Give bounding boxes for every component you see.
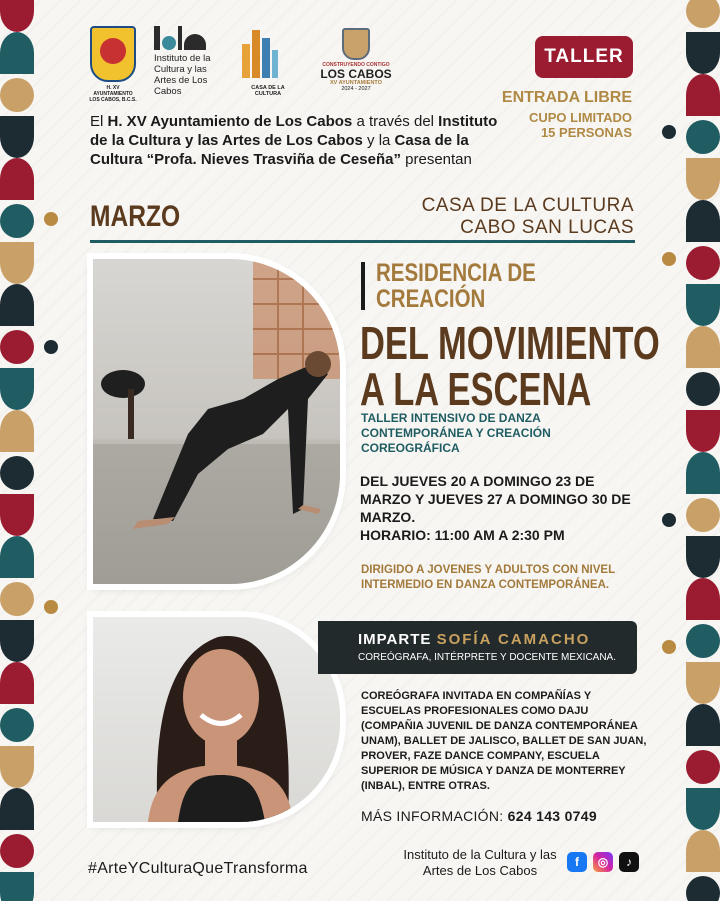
instructor-role: COREÓGRAFA, INTÉRPRETE Y DOCENTE MEXICANA. (358, 652, 617, 663)
pattern-shape (686, 788, 720, 830)
decor-dot (662, 252, 676, 266)
pattern-shape (686, 0, 720, 28)
casa-cultura-icon (238, 26, 282, 80)
pattern-shape (686, 704, 720, 746)
pattern-shape (0, 708, 34, 742)
instructor-bio: COREÓGRAFA INVITADA EN COMPAÑÍAS Y ESCUELAS PROFESIONALES COMO DAJU (COMPAÑIA JUVENIL DE DANZA CONTEMPORÁNEA UNAM), BALLET DE JALISCO, BALLET DE SAN JUAN, PROVER, FAZE DANCE COMPANY, ESCUELA SUPERIOR DE MÚSICA Y DANZA DE MONTERREY (INBAL), ENTRE OTRAS. (361, 690, 647, 792)
pattern-shape (686, 498, 720, 532)
pattern-shape (686, 410, 720, 452)
pattern-shape (0, 582, 34, 616)
venue-line1: CASA DE LA CULTURA (421, 195, 634, 216)
pattern-shape (0, 834, 34, 868)
title-line1: DEL MOVIMIENTO (360, 317, 660, 369)
casa-cultura-logo (238, 26, 298, 102)
xv-label: XV AYUNTAMIENTO (330, 80, 382, 86)
pattern-shape (686, 200, 720, 242)
pattern-shape (0, 116, 34, 158)
dancer-photo (93, 259, 340, 584)
pattern-shape (686, 284, 720, 326)
pattern-shape (686, 452, 720, 494)
instructor-heading (358, 631, 637, 648)
instituto-logo (154, 26, 224, 106)
casa-cultura-label: CASA DE LA CULTURA (251, 85, 285, 97)
pattern-shape (686, 326, 720, 368)
pattern-shape (0, 536, 34, 578)
residencia-line2: CREACIÓN (376, 285, 486, 313)
logo-strip (88, 26, 408, 106)
decor-dot (44, 212, 58, 226)
intro-part: y la (362, 132, 395, 149)
pattern-shape (686, 32, 720, 74)
taller-badge: TALLER (535, 36, 633, 78)
instructor-name: SOFÍA CAMACHO (436, 631, 591, 648)
decor-dot (44, 600, 58, 614)
decor-dot (662, 640, 676, 654)
social-links (567, 852, 639, 872)
tiktok-icon[interactable]: ♪ (619, 852, 639, 872)
divider (90, 240, 635, 243)
pattern-shape (0, 0, 34, 32)
pattern-shape (686, 830, 720, 872)
pattern-shape (686, 158, 720, 200)
los-cabos-label: LOS CABOS (320, 67, 392, 81)
crest-icon (342, 28, 370, 60)
contact-info (361, 808, 597, 824)
intro-part: a través del (352, 113, 439, 130)
instagram-icon[interactable]: ◎ (593, 852, 613, 872)
pattern-shape (686, 624, 720, 658)
entrada-libre: ENTRADA LIBRE (501, 89, 632, 106)
pattern-shape (0, 410, 34, 452)
ayuntamiento-logo (88, 26, 138, 103)
pattern-shape (0, 494, 34, 536)
residencia-heading (376, 260, 536, 312)
decor-dot (44, 340, 58, 354)
pattern-shape (0, 746, 34, 788)
event-title (360, 317, 660, 415)
pattern-shape (686, 372, 720, 406)
imparte-label: IMPARTE (358, 631, 432, 648)
decor-dot (662, 125, 676, 139)
pattern-shape (0, 330, 34, 364)
contact-phone: 624 143 0749 (507, 808, 597, 824)
pattern-shape (686, 750, 720, 784)
event-subtitle: TALLER INTENSIVO DE DANZA CONTEMPORÁNEA Y CREACIÓN COREOGRÁFICA (361, 411, 551, 455)
cupo-line: CUPO LIMITADO (528, 110, 632, 125)
pattern-shape (0, 284, 34, 326)
intro-bold: Instituto de la Cultura y las Artes de Los Cabos (90, 113, 498, 149)
month-label: MARZO (90, 200, 181, 233)
pattern-shape (686, 246, 720, 280)
intro-bold: Casa de la Cultura “Profa. Nieves Trasviña de Ceseña” (90, 132, 469, 168)
pattern-shape (0, 620, 34, 662)
pattern-shape (0, 242, 34, 284)
pattern-shape (686, 120, 720, 154)
personas-line: 15 PERSONAS (540, 125, 632, 140)
right-pattern (686, 0, 720, 901)
pattern-shape (686, 74, 720, 116)
years-label: 2024 - 2027 (341, 86, 371, 92)
contact-label: MÁS INFORMACIÓN: (361, 808, 504, 824)
pattern-shape (686, 876, 720, 901)
intro-bold: H. XV Ayuntamiento de Los Cabos (107, 113, 353, 130)
instructor-photo (93, 617, 340, 822)
pattern-shape (0, 662, 34, 704)
audience-text: DIRIGIDO A JOVENES Y ADULTOS CON NIVEL INTERMEDIO EN DANZA CONTEMPORÁNEA. (361, 564, 615, 591)
left-pattern (0, 0, 34, 901)
accent-bar (361, 262, 365, 310)
facebook-icon[interactable]: f (567, 852, 587, 872)
instructor-banner (318, 621, 637, 674)
pattern-shape (0, 788, 34, 830)
pattern-shape (0, 32, 34, 74)
intro-part: El (90, 113, 108, 130)
pattern-shape (0, 872, 34, 901)
event-dates (360, 472, 640, 544)
hashtag: #ArteYCulturaQueTransforma (88, 860, 308, 877)
title-line2: A LA ESCENA (360, 363, 592, 415)
dates-text: DEL JUEVES 20 A DOMINGO 23 DE MARZO Y JUEVES 27 A DOMINGO 30 DE MARZO. (360, 473, 631, 525)
pattern-shape (0, 78, 34, 112)
footer-institute: Instituto de la Cultura y las Artes de Los Cabos (403, 847, 557, 878)
venue-line2: CABO SAN LUCAS (460, 217, 634, 238)
construyendo-label: CONSTRUYENDO CONTIGO (322, 62, 390, 68)
instructor-illustration (93, 617, 340, 822)
pattern-shape (686, 578, 720, 620)
los-cabos-logo (314, 28, 398, 104)
ayuntamiento-label: H. XV AYUNTAMIENTO LOS CABOS, B.C.S. (89, 85, 137, 103)
venue (380, 195, 634, 239)
left-pattern-shapes (0, 0, 34, 901)
instituto-label: Instituto de la Cultura y las Artes de Los Cabos (154, 53, 211, 97)
shield-icon (90, 26, 136, 82)
pattern-shape (0, 368, 34, 410)
decor-dot (662, 513, 676, 527)
schedule-text: HORARIO: 11:00 AM A 2:30 PM (360, 527, 565, 543)
pattern-shape (686, 536, 720, 578)
pattern-shape (686, 662, 720, 704)
intro-part: presentan (400, 151, 472, 168)
pattern-shape (0, 456, 34, 490)
pattern-shape (0, 158, 34, 200)
pattern-shape (0, 204, 34, 238)
intro-text (90, 112, 510, 169)
icla-mark-icon (154, 26, 224, 50)
residencia-line1: RESIDENCIA DE (376, 259, 536, 287)
dancer-illustration (93, 259, 340, 584)
right-pattern-shapes (686, 0, 720, 901)
